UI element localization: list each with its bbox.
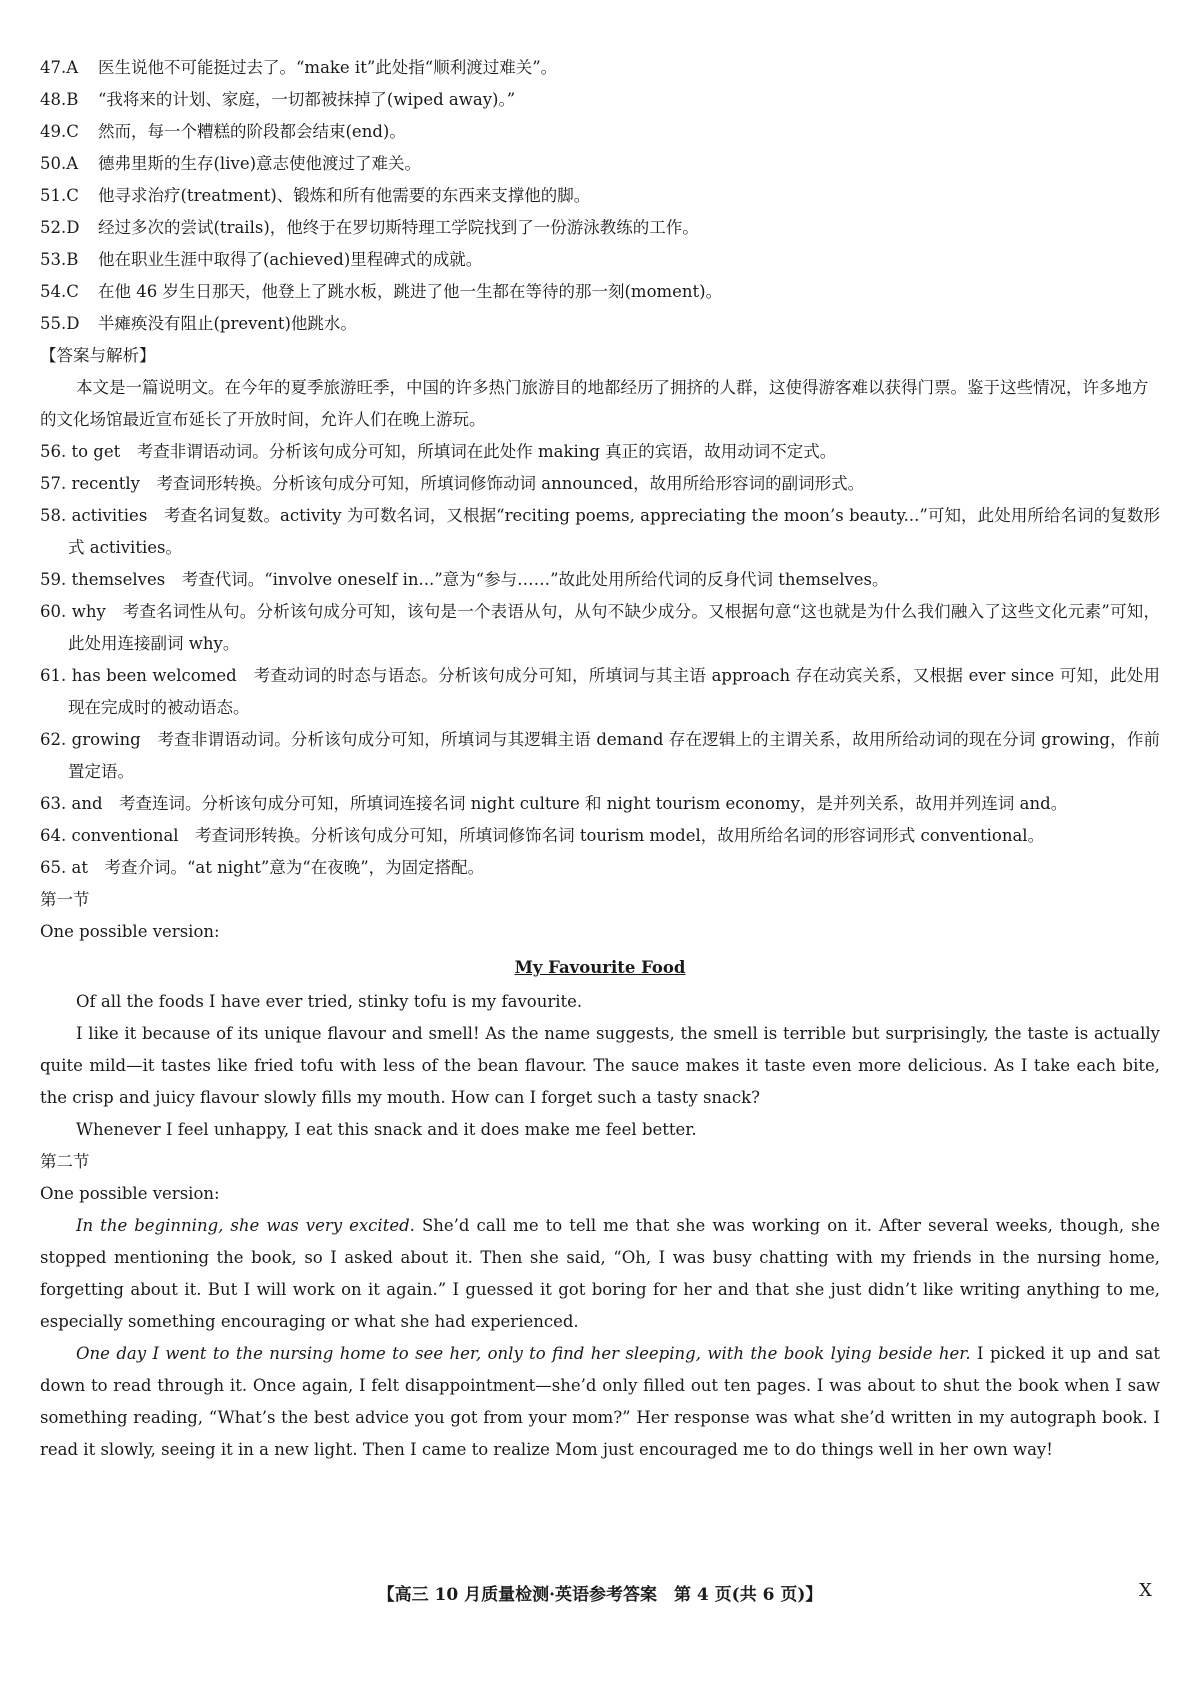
version-label: One possible version: xyxy=(40,922,220,941)
answer-explanation: 考查非谓语动词。分析该句成分可知，所填词与其逻辑主语 demand 存在逻辑上的主谓关系，故用所给动词的现在分词 growing，作前置定语。 xyxy=(68,730,1161,781)
essay-paragraph xyxy=(40,1210,1160,1338)
answer-explanation: 然而，每一个糟糕的阶段都会结束(end)。 xyxy=(98,122,406,141)
list-item xyxy=(40,564,1160,596)
answer-explanation: 考查名词性从句。分析该句成分可知，该句是一个表语从句，从句不缺少成分。又根据句意“这也就是为什么我们融入了这些文化元素”可知，此处用连接副词 why。 xyxy=(68,602,1160,653)
answer-explanation: 考查代词。“involve oneself in...”意为“参与……”故此处用所给代词的反身代词 themselves。 xyxy=(181,570,889,589)
list-item xyxy=(40,596,1160,660)
list-item xyxy=(40,820,1160,852)
answer-explanation: 考查非谓语动词。分析该句成分可知，所填词在此处作 making 真正的宾语，故用动词不定式。 xyxy=(136,442,837,461)
given-opening-sentence: One day I went to the nursing home to see her, only to find her sleeping, with the book lying beside her. xyxy=(76,1344,971,1363)
list-item xyxy=(40,276,1160,308)
paragraph-text: I picked it up and sat down to read through it. Once again, I felt disappointment—she’d only filled out ten pages. I was about to shut the book when I saw something reading, “What’s the best advice you got from your mom?” Her response was what she’d written in my autograph book. I read it slowly, seeing it in a new light. Then I came to realize Mom just encouraged me to do things well in her own way! xyxy=(40,1344,1161,1459)
list-item xyxy=(40,52,1160,84)
answer-label: 57. recently xyxy=(40,474,140,493)
answer-label: 62. growing xyxy=(40,730,141,749)
answer-label: 60. why xyxy=(40,602,106,621)
answer-explanation: “我将来的计划、家庭，一切都被抹掉了(wiped away)。” xyxy=(98,90,516,109)
version-label: One possible version: xyxy=(40,1184,220,1203)
list-item xyxy=(40,436,1160,468)
footer-mark: X xyxy=(1139,1580,1152,1601)
list-item xyxy=(40,468,1160,500)
page-footer: 【高三 10 月质量检测·英语参考答案 第 4 页(共 6 页)】 xyxy=(377,1585,823,1605)
given-opening-sentence: In the beginning, she was very excited. xyxy=(76,1216,415,1235)
writing-section-2 xyxy=(40,1146,1160,1466)
list-item xyxy=(40,660,1160,724)
answer-explanation: 经过多次的尝试(trails)，他终于在罗切斯特理工学院找到了一份游泳教练的工作。 xyxy=(98,218,699,237)
list-item xyxy=(40,500,1160,564)
list-item xyxy=(40,788,1160,820)
answer-explanation: 他寻求治疗(treatment)、锻炼和所有他需要的东西来支撑他的脚。 xyxy=(98,186,591,205)
answer-explanation: 在他 46 岁生日那天，他登上了跳水板，跳进了他一生都在等待的那一刻(moment)。 xyxy=(98,282,723,301)
paragraph-text: She’d call me to tell me that she was working on it. After several weeks, though, she stopped mentioning the book, so I asked about it. Then she said, “Oh, I was busy chatting with my friends in the nursing home, forgetting about it. But I will work on it again.” I guessed it got boring for her and that she just didn’t like writing anything to me, especially something encouraging or what she had experienced. xyxy=(40,1216,1161,1331)
essay-paragraph xyxy=(40,1338,1160,1466)
list-item xyxy=(40,244,1160,276)
answer-label: 65. at xyxy=(40,858,88,877)
answer-label: 61. has been welcomed xyxy=(40,666,237,685)
answer-label: 64. conventional xyxy=(40,826,179,845)
answer-analysis-heading: 【答案与解析】 xyxy=(40,346,156,365)
answer-number: 51.C xyxy=(40,186,79,205)
list-item xyxy=(40,852,1160,884)
answer-explanation: 考查连词。分析该句成分可知，所填词连接名词 night culture 和 night tourism economy，是并列关系，故用并列连词 and。 xyxy=(119,794,1068,813)
answer-explanation: 考查介词。“at night”意为“在夜晚”，为固定搭配。 xyxy=(104,858,485,877)
essay-title: My Favourite Food xyxy=(514,958,686,977)
answer-number: 52.D xyxy=(40,218,80,237)
answer-explanation: 医生说他不可能挺过去了。“make it”此处指“顺利渡过难关”。 xyxy=(98,58,558,77)
answer-explanation: 考查词形转换。分析该句成分可知，所填词修饰名词 tourism model，故用所给名词的形容词形式 conventional。 xyxy=(195,826,1045,845)
list-item xyxy=(40,116,1160,148)
section-heading: 第一节 xyxy=(40,890,90,909)
answer-number: 47.A xyxy=(40,58,79,77)
section-heading: 第二节 xyxy=(40,1152,90,1171)
answer-explanation: 德弗里斯的生存(live)意志使他渡过了难关。 xyxy=(98,154,422,173)
essay-paragraph: Of all the foods I have ever tried, stinky tofu is my favourite. xyxy=(76,992,583,1011)
writing-section-1 xyxy=(40,884,1160,1146)
list-item xyxy=(40,180,1160,212)
answer-label: 56. to get xyxy=(40,442,121,461)
answer-label: 58. activities xyxy=(40,506,148,525)
answer-number: 50.A xyxy=(40,154,79,173)
answer-label: 63. and xyxy=(40,794,103,813)
list-item xyxy=(40,724,1160,788)
list-item xyxy=(40,84,1160,116)
list-item xyxy=(40,308,1160,340)
answer-explanation: 半瘫痪没有阻止(prevent)他跳水。 xyxy=(98,314,357,333)
answer-number: 49.C xyxy=(40,122,79,141)
answer-number: 48.B xyxy=(40,90,79,109)
answer-number: 55.D xyxy=(40,314,80,333)
passage-intro: 本文是一篇说明文。在今年的夏季旅游旺季，中国的许多热门旅游目的地都经历了拥挤的人群，这使得游客难以获得门票。鉴于这些情况，许多地方的文化场馆最近宣布延长了开放时间，允许人们在晚上游玩。 xyxy=(40,378,1149,429)
answer-explanation: 考查动词的时态与语态。分析该句成分可知，所填词与其主语 approach 存在动宾关系，又根据 ever since 可知，此处用现在完成时的被动语态。 xyxy=(68,666,1161,717)
answer-explanation: 考查名词复数。activity 为可数名词，又根据“reciting poems, appreciating the moon’s beauty...”可知，此处用所给名词的复数形式 activities。 xyxy=(68,506,1160,557)
essay-paragraph: Whenever I feel unhappy, I eat this snack and it does make me feel better. xyxy=(76,1120,697,1139)
answer-explanation: 考查词形转换。分析该句成分可知，所填词修饰动词 announced，故用所给形容词的副词形式。 xyxy=(156,474,865,493)
list-item xyxy=(40,212,1160,244)
answer-number: 54.C xyxy=(40,282,79,301)
answer-page xyxy=(40,52,1160,1466)
grammar-answer-list xyxy=(40,436,1160,884)
cloze-answer-list xyxy=(40,52,1160,340)
answer-number: 53.B xyxy=(40,250,79,269)
essay-paragraph: I like it because of its unique flavour and smell! As the name suggests, the smell is terrible but surprisingly, the taste is actually quite mild—it tastes like fried tofu with less of the bean flavour. The sauce makes it taste even more delicious. As I take each bite, the crisp and juicy flavour slowly fills my mouth. How can I forget such a tasty snack? xyxy=(40,1024,1160,1107)
list-item xyxy=(40,148,1160,180)
answer-explanation: 他在职业生涯中取得了(achieved)里程碑式的成就。 xyxy=(98,250,483,269)
answer-label: 59. themselves xyxy=(40,570,166,589)
